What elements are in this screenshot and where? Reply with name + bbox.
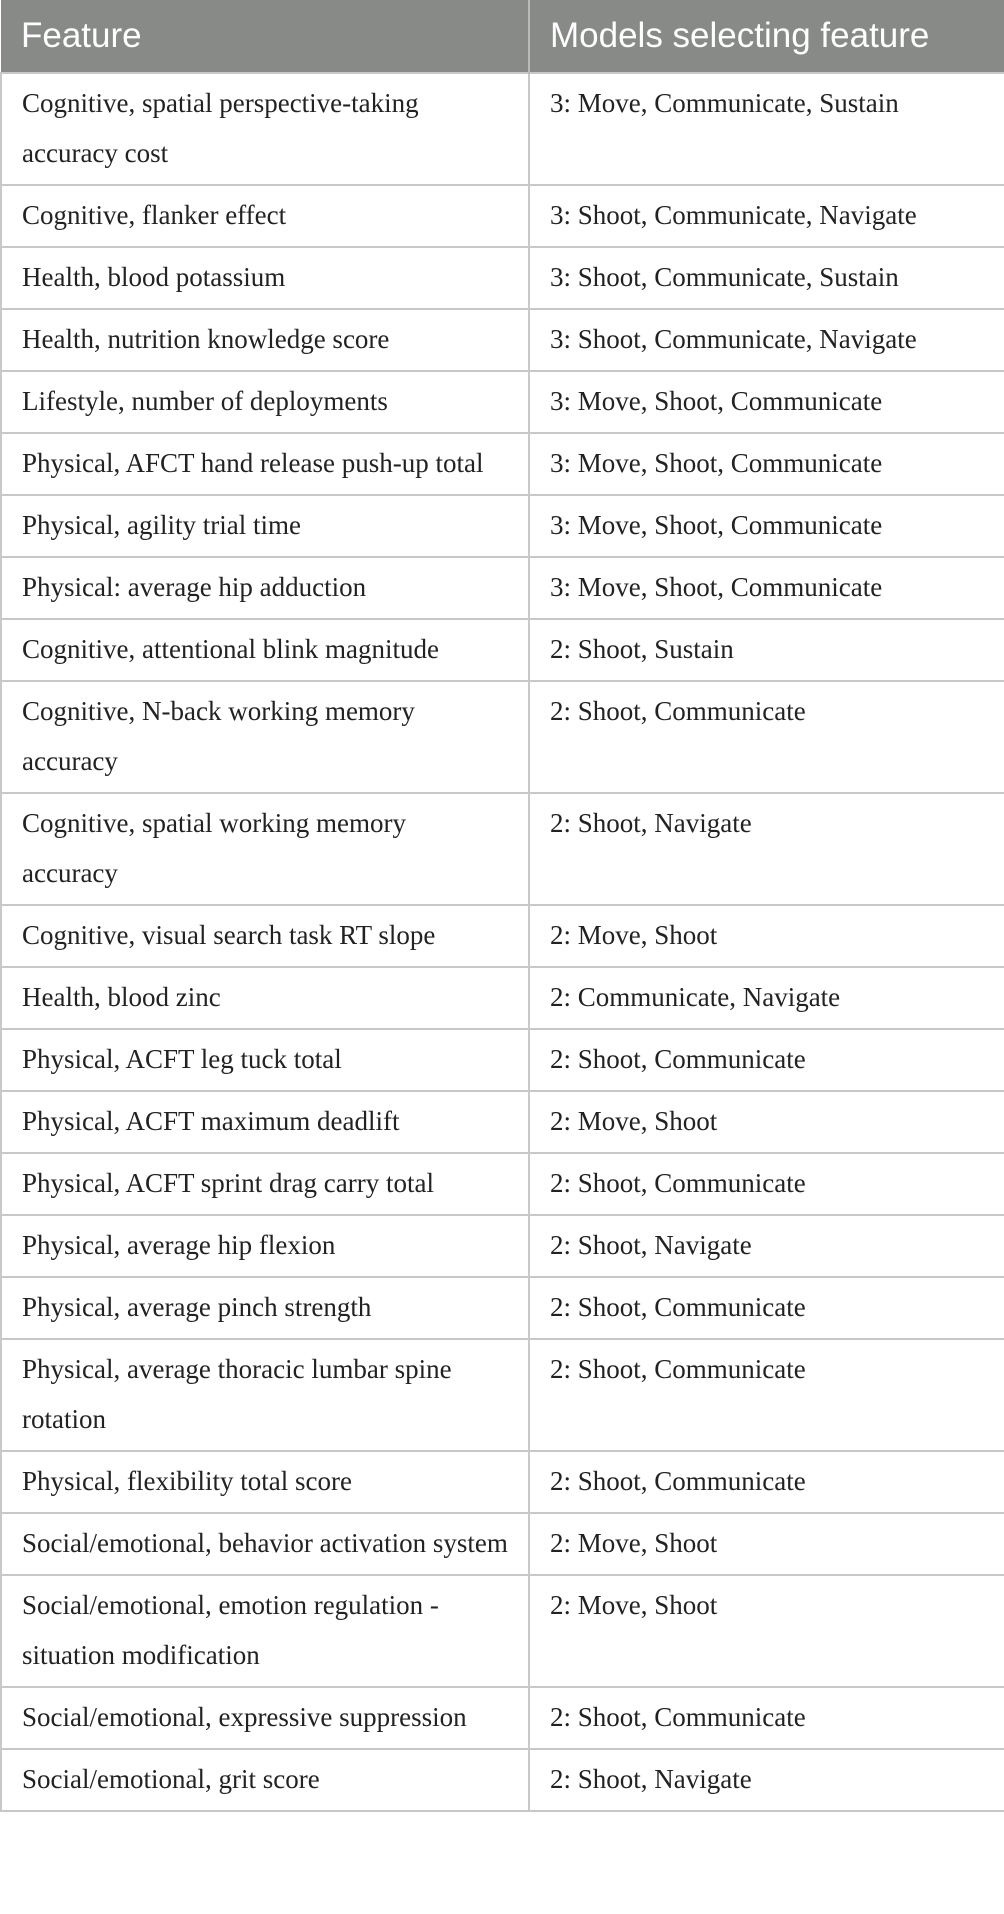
feature-cell: Physical, ACFT leg tuck total <box>1 1029 529 1091</box>
table-row <box>1 1091 1004 1153</box>
table-row <box>1 557 1004 619</box>
models-cell: 3: Move, Shoot, Communicate <box>529 495 1004 557</box>
feature-cell: Cognitive, attentional blink magnitude <box>1 619 529 681</box>
table-row <box>1 1687 1004 1749</box>
table-body <box>1 73 1004 1811</box>
models-cell: 3: Shoot, Communicate, Navigate <box>529 309 1004 371</box>
table-header-row <box>1 0 1004 73</box>
table-row <box>1 1277 1004 1339</box>
models-cell: 3: Move, Communicate, Sustain <box>529 73 1004 185</box>
models-cell: 2: Communicate, Navigate <box>529 967 1004 1029</box>
table-row <box>1 371 1004 433</box>
table-row <box>1 681 1004 793</box>
table-row <box>1 1749 1004 1811</box>
models-cell: 2: Shoot, Navigate <box>529 1215 1004 1277</box>
feature-cell: Social/emotional, expressive suppression <box>1 1687 529 1749</box>
feature-cell: Health, blood potassium <box>1 247 529 309</box>
table-row <box>1 1339 1004 1451</box>
models-cell: 2: Move, Shoot <box>529 1575 1004 1687</box>
feature-cell: Social/emotional, behavior activation system <box>1 1513 529 1575</box>
feature-cell: Lifestyle, number of deployments <box>1 371 529 433</box>
models-cell: 2: Shoot, Sustain <box>529 619 1004 681</box>
header-models-selecting-feature: Models selecting feature <box>529 0 1004 73</box>
models-cell: 2: Shoot, Communicate <box>529 1277 1004 1339</box>
models-cell: 2: Shoot, Communicate <box>529 1451 1004 1513</box>
feature-cell: Cognitive, N-back working memory accuracy <box>1 681 529 793</box>
table-row <box>1 1215 1004 1277</box>
feature-cell: Social/emotional, emotion regulation - situation modification <box>1 1575 529 1687</box>
feature-cell: Cognitive, visual search task RT slope <box>1 905 529 967</box>
header-feature: Feature <box>1 0 529 73</box>
table-row <box>1 1451 1004 1513</box>
feature-cell: Physical: average hip adduction <box>1 557 529 619</box>
models-cell: 2: Shoot, Communicate <box>529 1339 1004 1451</box>
feature-cell: Physical, ACFT maximum deadlift <box>1 1091 529 1153</box>
models-cell: 2: Move, Shoot <box>529 1091 1004 1153</box>
table-row <box>1 1153 1004 1215</box>
feature-cell: Physical, average pinch strength <box>1 1277 529 1339</box>
models-cell: 3: Shoot, Communicate, Navigate <box>529 185 1004 247</box>
table-row <box>1 73 1004 185</box>
table-row <box>1 619 1004 681</box>
models-cell: 2: Shoot, Communicate <box>529 1153 1004 1215</box>
table-row <box>1 793 1004 905</box>
models-cell: 3: Move, Shoot, Communicate <box>529 557 1004 619</box>
table-row <box>1 309 1004 371</box>
models-cell: 2: Shoot, Navigate <box>529 1749 1004 1811</box>
models-cell: 3: Shoot, Communicate, Sustain <box>529 247 1004 309</box>
models-cell: 2: Shoot, Communicate <box>529 1029 1004 1091</box>
table-row <box>1 1575 1004 1687</box>
table-row <box>1 185 1004 247</box>
feature-cell: Physical, flexibility total score <box>1 1451 529 1513</box>
feature-cell: Physical, agility trial time <box>1 495 529 557</box>
feature-cell: Physical, ACFT sprint drag carry total <box>1 1153 529 1215</box>
models-cell: 2: Shoot, Communicate <box>529 1687 1004 1749</box>
table-row <box>1 1513 1004 1575</box>
feature-cell: Physical, AFCT hand release push-up total <box>1 433 529 495</box>
table-row <box>1 433 1004 495</box>
feature-cell: Physical, average hip flexion <box>1 1215 529 1277</box>
feature-cell: Physical, average thoracic lumbar spine rotation <box>1 1339 529 1451</box>
feature-cell: Cognitive, spatial perspective-taking accuracy cost <box>1 73 529 185</box>
table-row <box>1 1029 1004 1091</box>
table-row <box>1 495 1004 557</box>
table-row <box>1 967 1004 1029</box>
models-cell: 2: Move, Shoot <box>529 905 1004 967</box>
feature-cell: Health, blood zinc <box>1 967 529 1029</box>
feature-cell: Cognitive, spatial working memory accuracy <box>1 793 529 905</box>
table-row <box>1 247 1004 309</box>
models-cell: 2: Shoot, Navigate <box>529 793 1004 905</box>
table-row <box>1 905 1004 967</box>
feature-cell: Health, nutrition knowledge score <box>1 309 529 371</box>
feature-cell: Social/emotional, grit score <box>1 1749 529 1811</box>
models-cell: 2: Shoot, Communicate <box>529 681 1004 793</box>
models-cell: 3: Move, Shoot, Communicate <box>529 433 1004 495</box>
models-cell: 3: Move, Shoot, Communicate <box>529 371 1004 433</box>
models-cell: 2: Move, Shoot <box>529 1513 1004 1575</box>
feature-cell: Cognitive, flanker effect <box>1 185 529 247</box>
